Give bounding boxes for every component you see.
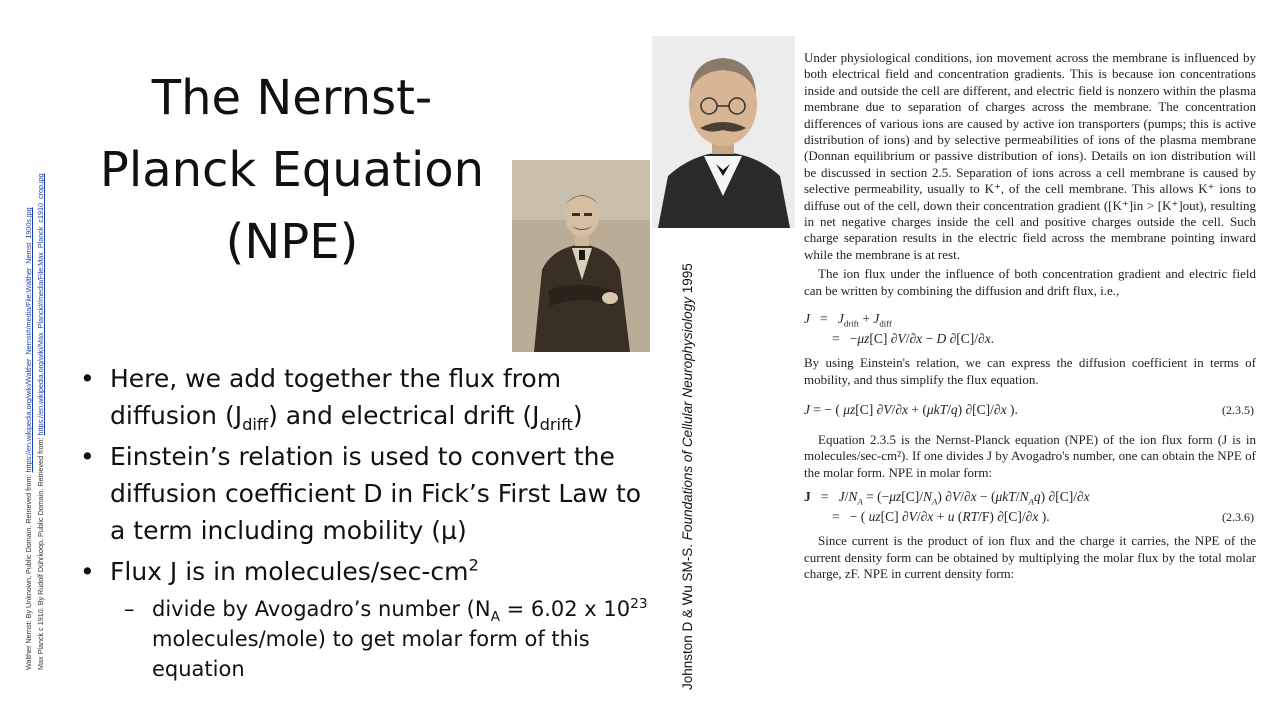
paragraph-ion-flux: The ion flux under the influence of both concentration gradient and electric field can be written by combining the diffusion and drift flux, i.e., [804, 266, 1256, 298]
bullet-list [78, 360, 658, 684]
credit-text-nernst: Walther Nernst: By Unknown, Public Domain. Retrieved from: [24, 472, 33, 670]
photo-walther-nernst [652, 36, 795, 228]
textbook-excerpt [804, 50, 1256, 582]
bullet-text: ) and electrical drift (J [268, 401, 540, 430]
citation-authors: Johnston D & Wu SM-S. [680, 540, 695, 690]
subscript-a: A [490, 609, 500, 626]
credit-link-planck[interactable]: https://en.wikipedia.org/wiki/Max_Planck#/media/File:Max_Planck_c1910_crop.jpg [36, 173, 45, 436]
bullet-text: = 6.02 x 10 [499, 597, 631, 621]
equation-number: (2.3.6) [1222, 510, 1254, 525]
paragraph-physiological-conditions: Under physiological conditions, ion movement across the membrane is influenced by both electrical field and concentration gradients. This is because ion concentrations inside and outside the cell are different, and electric field is nonzero within the plasma membrane due to separation of charges across the membrane. The concentration differences of various ions are caused by active ion transporters (pumps; this is active distribution of ions) and by selective permeabilities of ions of the plasma membrane (Donnan equilibrium or passive distribution of ions). Details on ion distribution will be discussed in section 2.5. Separation of ions across a cell membrane is caused by selective permeability, usually to K⁺, of the cell membrane. This allows K⁺ ions to diffuse out of the cell, down their concentration gradient ([K⁺]in > [K⁺]out), resulting in net negative charges inside the cell and positive charges outside the cell. Such charge separation results in the electric field across the membrane pointing inward while the membrane is at rest. [804, 50, 1256, 262]
credit-link-nernst[interactable]: https://en.wikipedia.org/wiki/Walther_Nernst#/media/File:Walther_Nernst_1900s.jpg [24, 207, 33, 473]
superscript-2: 2 [468, 555, 479, 575]
bullet-text: ) [572, 401, 583, 430]
subscript-drift: drift [539, 415, 573, 434]
title-line-2: Planck Equation [99, 142, 485, 198]
subscript-diff: diff [242, 415, 269, 434]
equation-number: (2.3.5) [1222, 402, 1254, 417]
superscript-23: 23 [630, 596, 648, 612]
source-citation [680, 263, 695, 690]
bullet-text: molecules/mole) to get molar form of this equation [152, 627, 590, 681]
bullet-text: divide by Avogadro’s number (N [152, 597, 491, 621]
bullet-text: Einstein’s relation is used to convert the diffusion coefficient D in Fick’s First Law to a term including mobility (µ) [110, 442, 642, 545]
title-line-1: The Nernst- [151, 70, 433, 126]
paragraph-npe-definition: Equation 2.3.5 is the Nernst-Planck equation (NPE) of the ion flux form (J is in molecules/sec-cm²). If one divides J by Avogadro's number, one can obtain the NPE of the molar form. NPE in molar form: [804, 431, 1256, 480]
equation-flux-sum: $J = J_{drift} + J_{diff}$ = −μz[C] ∂V/∂x − D ∂[C]/∂x. [804, 311, 995, 347]
sub-bullet-avogadro [78, 594, 658, 684]
citation-book-title: Foundations of Cellular Neurophysiology [680, 297, 695, 541]
bullet-text: Here, we add together the flux from diffusion (J [110, 364, 562, 430]
credit-text-planck: Max Planck c 1910. By Rudolf Dührkoop, Public Domain. Retrieved from: [36, 435, 45, 670]
slide-title [82, 62, 502, 278]
citation-year: 1995 [680, 263, 695, 298]
paragraph-einstein: By using Einstein's relation, we can express the diffusion coefficient in terms of mobility, and thus simplify the flux equation. [804, 355, 1256, 387]
photo-credit-planck [36, 173, 46, 670]
equation-2-3-5: J = − ( μz[C] ∂V/∂x + (μkT/q) ∂[C]/∂x ). (2.3.5) [804, 400, 1256, 420]
bullet-einstein-relation [78, 438, 658, 549]
photo-credit-nernst [24, 207, 34, 670]
photo-max-planck [512, 160, 650, 352]
bullet-flux-units [78, 553, 658, 590]
paragraph-current-density: Since current is the product of ion flux and the charge it carries, the NPE of the current density form can be obtained by multiplying the molar flux by the total molar charge, zF. NPE in current density form: [804, 533, 1256, 581]
title-line-3: (NPE) [225, 214, 359, 270]
bullet-flux-sum [78, 360, 658, 434]
equation-2-3-6: $J = J/N_A = (-\mu z[C]/N_A) \partial V/\partial x - (\mu kT/N_Aq)$ ∂[C]/∂x = − ( uz[C] ∂V/∂x + u (RT/F) ∂[C]/∂x ). (2.3.6) [804, 487, 1256, 527]
bullet-text: Flux J is in molecules/sec-cm [110, 557, 469, 586]
